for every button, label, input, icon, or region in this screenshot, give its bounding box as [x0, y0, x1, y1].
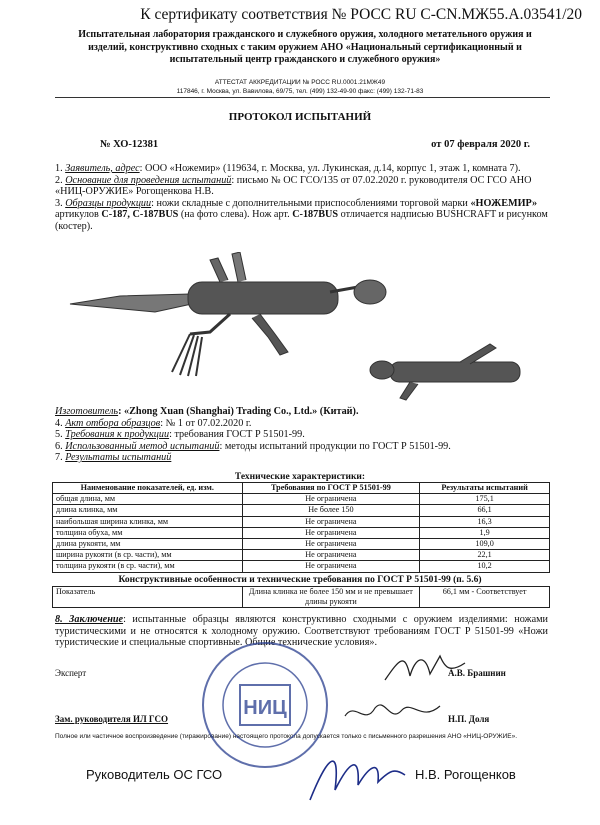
- col-requirement: Требования по ГОСТ Р 51501-99: [242, 483, 420, 494]
- brand: «НОЖЕМИР»: [470, 197, 538, 209]
- constr-requirement: Длина клинка не более 150 мм и не превышает длины рукояти: [242, 587, 420, 608]
- item-list-top: [55, 163, 548, 232]
- row-result: 16,3: [420, 516, 550, 527]
- row-result: 22,1: [420, 550, 550, 561]
- protocol-number: № ХО-12381: [100, 139, 159, 150]
- basis-label: Основание для проведения испытаний: [65, 174, 232, 186]
- constr-label: Показатель: [53, 587, 243, 608]
- head-signature: [300, 740, 410, 810]
- tech-table-header: [53, 483, 550, 494]
- conclusion-text: : испытанные образцы являются конструктивно сходными с оружием изделиями: ножами туристическими и не относятся к холодному оружию. Соответствуют требованиям ГОСТ Р 51501-99 «Ножи туристические и специальные спортивные. Общие технические условия».: [55, 614, 548, 648]
- item-3: 3. Образцы продукции: ножи складные с дополнительными приспособлениями торговой марки «НОЖЕМИР» артикулов С-187, С-187BUS (на фото слева). Нож арт. С-187BUS отличается надписью BUSHCRAFT и рисунком (костер).: [55, 197, 548, 232]
- samples-label: Образцы продукции: [65, 197, 152, 209]
- row-indicator: наибольшая ширина клинка, мм: [53, 516, 243, 527]
- tech-table: [52, 482, 550, 573]
- article-numbers: С-187, С-187BUS: [101, 209, 179, 220]
- item-list-bottom: [55, 406, 548, 464]
- manufacturer-text: : «Zhong Xuan (Shanghai) Trading Co., Ltd.» (Китай).: [118, 406, 359, 417]
- deputy-signature: [340, 696, 450, 732]
- knife-illustration: [70, 252, 386, 376]
- applicant-text: : ООО «Ножемир» (119634, г. Москва, ул. Лукинская, д.14, корпус 1, этаж 1, комната 7).: [139, 163, 521, 174]
- corkscrew: [210, 258, 228, 282]
- spoon: [354, 280, 386, 304]
- row-indicator: длина рукояти, мм: [53, 539, 243, 550]
- head-name: Н.В. Рогощенков: [415, 767, 516, 782]
- copy-notice: Полное или частичное воспроизведение (тиражирование) настоящего протокола допускается только с письменного разрешения АНО «НИЦ-ОРУЖИЕ».: [55, 733, 518, 740]
- tech-table-row: [53, 539, 550, 550]
- certificate-reference: К сертификату соответствия № РОСС RU С-CN.МЖ55.А.03541/20: [140, 6, 582, 23]
- row-result: 10,2: [420, 561, 550, 572]
- small-knife-illustration: [370, 344, 520, 400]
- constr-row: [53, 587, 550, 608]
- expert-name: А.В. Брашнин: [448, 668, 506, 678]
- fork-handle: [190, 314, 230, 334]
- stamp-center: НИЦ: [243, 697, 287, 719]
- handle: [188, 282, 338, 314]
- lab-line-1: Испытательная лаборатория гражданского и служебного оружия, холодного метательного оружия и: [78, 29, 532, 40]
- item-5: 5. Требования к продукции: требования ГОСТ Р 51501-99.: [55, 429, 305, 440]
- sampling-text: : № 1 от 07.02.2020 г.: [160, 417, 252, 429]
- sampling-label: Акт отбора образцов: [65, 417, 161, 429]
- samples-text-4: отличается надписью BUSHCRAFT и рисунком (костер).: [55, 209, 548, 232]
- tech-table-row: [53, 527, 550, 538]
- item-7: 7. Результаты испытаний: [55, 452, 172, 463]
- results-label: Результаты испытаний: [65, 452, 172, 463]
- samples-text: : ножи складные с дополнительными приспособлениями торговой марки: [151, 197, 468, 209]
- samples-text-2: артикулов: [55, 209, 102, 220]
- protocol-date: от 07 февраля 2020 г.: [431, 139, 530, 150]
- product-photo: [60, 252, 550, 404]
- tech-table-row: [53, 516, 550, 527]
- accreditation-number: АТТЕСТАТ АККРЕДИТАЦИИ № РОСС RU.0001.21МЖ49: [214, 79, 386, 86]
- item-6: 6. Использованный метод испытаний: методы испытаний продукции по ГОСТ Р 51501-99.: [55, 440, 451, 452]
- requirements-label: Требования к продукции: [65, 429, 170, 440]
- tech-table-row: [53, 505, 550, 516]
- method-text: : методы испытаний продукции по ГОСТ Р 51501-99.: [219, 440, 451, 452]
- row-requirement: Не ограничена: [242, 539, 420, 550]
- deputy-label: Зам. руководителя ИЛ ГСО: [55, 714, 169, 724]
- fork-tines: [172, 334, 202, 376]
- row-indicator: длина клинка, мм: [53, 505, 243, 516]
- manufacturer-label: Изготовитель: [55, 406, 119, 417]
- row-requirement: Не ограничена: [242, 494, 420, 505]
- row-requirement: Не более 150: [242, 505, 420, 516]
- row-requirement: Не ограничена: [242, 550, 420, 561]
- requirements-text: : требования ГОСТ Р 51501-99.: [169, 429, 305, 440]
- lab-line-3: испытательный центр гражданского и служебного оружия»: [169, 54, 441, 65]
- row-result: 66,1: [420, 505, 550, 516]
- conclusion-label: 8. Заключение: [55, 614, 124, 625]
- item-2: 2. Основание для проведения испытаний: письмо № ОС ГСО/135 от 07.02.2020 г. руководителя ОС ГСО АНО «НИЦ-ОРУЖИЕ» Рогощенкова Н.В.: [55, 174, 532, 197]
- row-indicator: ширина рукояти (в ср. части), мм: [53, 550, 243, 561]
- row-result: 109,0: [420, 539, 550, 550]
- constr-table: [52, 586, 550, 608]
- row-result: 175,1: [420, 494, 550, 505]
- item-4: 4. Акт отбора образцов: № 1 от 07.02.2020 г.: [55, 417, 252, 429]
- head-label: Руководитель ОС ГСО: [86, 767, 223, 782]
- row-requirement: Не ограничена: [242, 527, 420, 538]
- basis-text: : письмо № ОС ГСО/135 от 07.02.2020 г. руководителя ОС ГСО АНО «НИЦ-ОРУЖИЕ» Рогощенкова Н.В.: [55, 174, 532, 197]
- accreditation-block: [0, 78, 600, 96]
- item-1: 1. Заявитель, адрес: ООО «Ножемир» (119634, г. Москва, ул. Лукинская, д.14, корпус 1, этаж 1, комната 7).: [55, 163, 521, 174]
- samples-text-3: (на фото слева). Нож арт.: [178, 209, 293, 220]
- row-indicator: толщина рукояти (в ср. части), мм: [53, 561, 243, 572]
- article-number-2: С-187BUS: [292, 209, 339, 220]
- manufacturer: [55, 406, 548, 418]
- expert-label: Эксперт: [55, 668, 87, 678]
- row-requirement: Не ограничена: [242, 516, 420, 527]
- lab-line-2: изделий, конструктивно сходных с таким оружием АНО «Национальный сертификационный и: [88, 41, 522, 53]
- applicant-label: Заявитель, адрес: [65, 163, 140, 174]
- protocol-title: ПРОТОКОЛ ИСПЫТАНИЙ: [228, 111, 372, 123]
- tech-table-row: [53, 494, 550, 505]
- lab-address: 117846, г. Москва, ул. Вавилова, 69/75, тел. (499) 132-49-90 факс: (499) 132-71-83: [176, 88, 424, 95]
- row-requirement: Не ограничена: [242, 561, 420, 572]
- lab-name: [40, 29, 570, 67]
- constr-result: 66,1 мм - Соответствует: [420, 587, 550, 608]
- col-result: Результаты испытаний: [420, 483, 550, 494]
- tech-table-title: Технические характеристики:: [234, 472, 366, 482]
- tech-table-row: [53, 561, 550, 572]
- constr-title: Конструктивные особенности и технические требования по ГОСТ Р 51501-99 (п. 5.6): [118, 575, 482, 585]
- method-label: Использованный метод испытаний: [65, 440, 220, 452]
- deputy-name: Н.П. Доля: [448, 714, 490, 724]
- row-result: 1,9: [420, 527, 550, 538]
- header-divider: [55, 97, 550, 98]
- col-indicator: Наименование показателей, ед. изм.: [53, 483, 243, 494]
- tech-table-row: [53, 550, 550, 561]
- row-indicator: толщина обуха, мм: [53, 527, 243, 538]
- opener: [252, 314, 288, 355]
- row-indicator: общая длина, мм: [53, 494, 243, 505]
